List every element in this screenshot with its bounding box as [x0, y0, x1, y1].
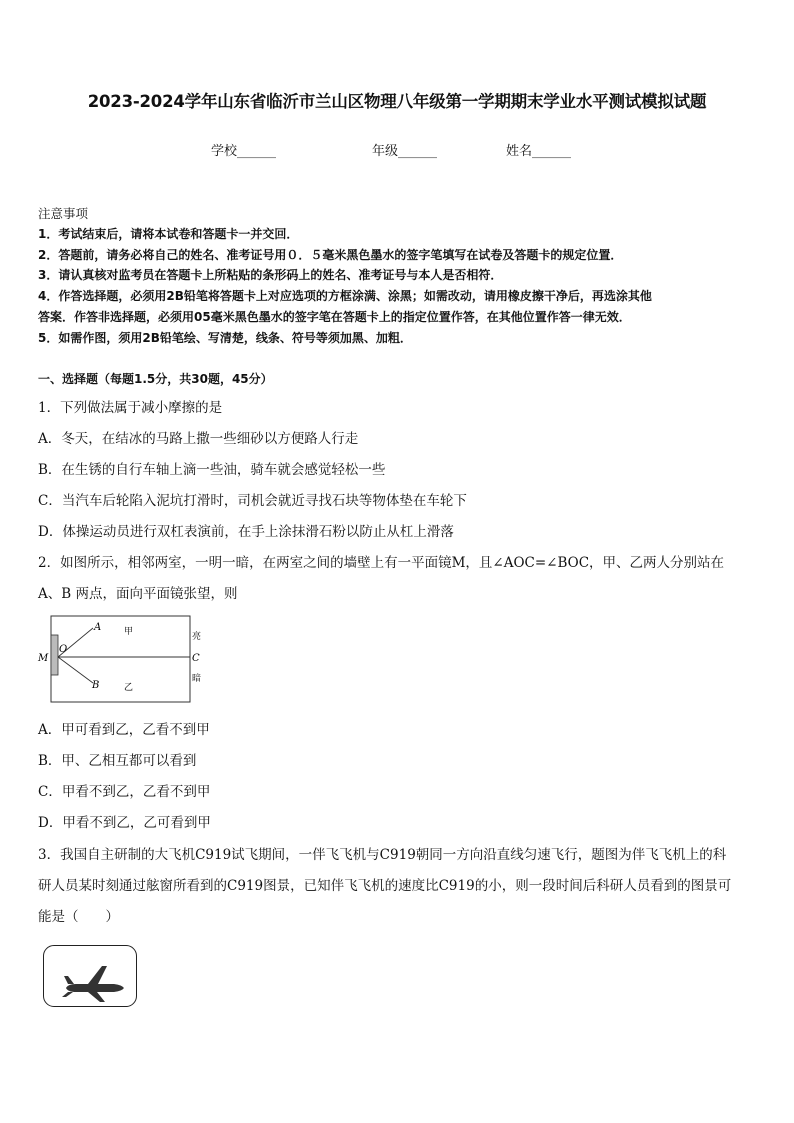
question-2-option-d: D．甲看不到乙，乙可看到甲: [38, 815, 211, 831]
label-yi: 乙: [124, 683, 134, 693]
notice-item: 4．作答选择题，必须用2B铅笔将答题卡上对应选项的方框涂满、涂黑；如需改动，请用橡皮擦干净后，再选涂其他: [38, 289, 652, 303]
label-jia: 甲: [124, 627, 134, 637]
question-2-stem: 2．如图所示，相邻两室，一明一暗，在两室之间的墙壁上有一平面镜M，且∠AOC=∠BOC，甲、乙两人分别站在: [38, 555, 725, 571]
question-1-option-b: B．在生锈的自行车轴上滴一些油，骑车就会感觉轻松一些: [38, 462, 386, 478]
exam-title: 2023-2024学年山东省临沂市兰山区物理八年级第一学期期末学业水平测试模拟试题: [87, 92, 707, 111]
mirror-m: [51, 635, 58, 675]
question-3-stem: 3．我国自主研制的大飞机C919试飞期间，一伴飞飞机与C919朝同一方向沿直线匀速飞行，题图为伴飞飞机上的科: [38, 847, 727, 863]
airplane-icon: [44, 946, 136, 1006]
notice-heading: 注意事项: [38, 206, 89, 221]
notice-item: 答案．作答非选择题，必须用05毫米黑色墨水的签字笔在答题卡上的指定位置作答，在其他位置作答一律无效．: [38, 310, 631, 324]
question-1-option-a: A．冬天，在结冰的马路上撒一些细砂以方便路人行走: [38, 431, 359, 447]
question-3-stem-cont: 研人员某时刻通过舷窗所看到的C919图景，已知伴飞飞机的速度比C919的小，则一段时间后科研人员看到的图景可: [38, 878, 732, 894]
notice-item: 5．如需作图，须用2B铅笔绘、写清楚，线条、符号等须加黑、加粗．: [38, 331, 412, 345]
label-m: M: [38, 653, 49, 664]
question-2-option-c: C．甲看不到乙，乙看不到甲: [38, 784, 211, 800]
question-2-option-a: A．甲可看到乙，乙看不到甲: [38, 722, 210, 738]
label-dark: 暗: [192, 674, 202, 684]
question-1-stem: 1．下列做法属于减小摩擦的是: [38, 400, 223, 416]
school-field: 学校______: [211, 144, 277, 159]
question-2-option-b: B．甲、乙相互都可以看到: [38, 753, 197, 769]
question-1-option-c: C．当汽车后轮陷入泥坑打滑时，司机会就近寻找石块等物体垫在车轮下: [38, 493, 467, 509]
label-o: O: [59, 644, 68, 655]
label-bright: 亮: [192, 632, 202, 642]
question-1-option-d: D．体操运动员进行双杠表演前，在手上涂抹滑石粉以防止从杠上滑落: [38, 524, 454, 540]
name-field: 姓名______: [506, 144, 572, 159]
label-a: A: [94, 622, 102, 633]
mirror-diagram: [36, 613, 216, 708]
notice-item: 1．考试结束后，请将本试卷和答题卡一并交回．: [38, 227, 299, 241]
notice-item: 2．答题前，请务必将自己的姓名、准考证号用０．５毫米黑色墨水的签字笔填写在试卷及答题卡的规定位置．: [38, 248, 623, 262]
label-b: B: [92, 680, 100, 691]
question-3-stem-end: 能是（ ）: [38, 909, 119, 925]
grade-field: 年级______: [372, 144, 438, 159]
question-2-stem-cont: A、B 两点，面向平面镜张望，则: [38, 586, 238, 602]
label-c: C: [192, 653, 200, 664]
section-heading: 一、选择题（每题1.5分，共30题，45分）: [38, 372, 273, 386]
c919-window-figure: [43, 945, 137, 1007]
ray-ob: [58, 657, 93, 683]
room-outline: [51, 616, 190, 702]
notice-item: 3．请认真核对监考员在答题卡上所粘贴的条形码上的姓名、准考证号与本人是否相符．: [38, 268, 503, 282]
